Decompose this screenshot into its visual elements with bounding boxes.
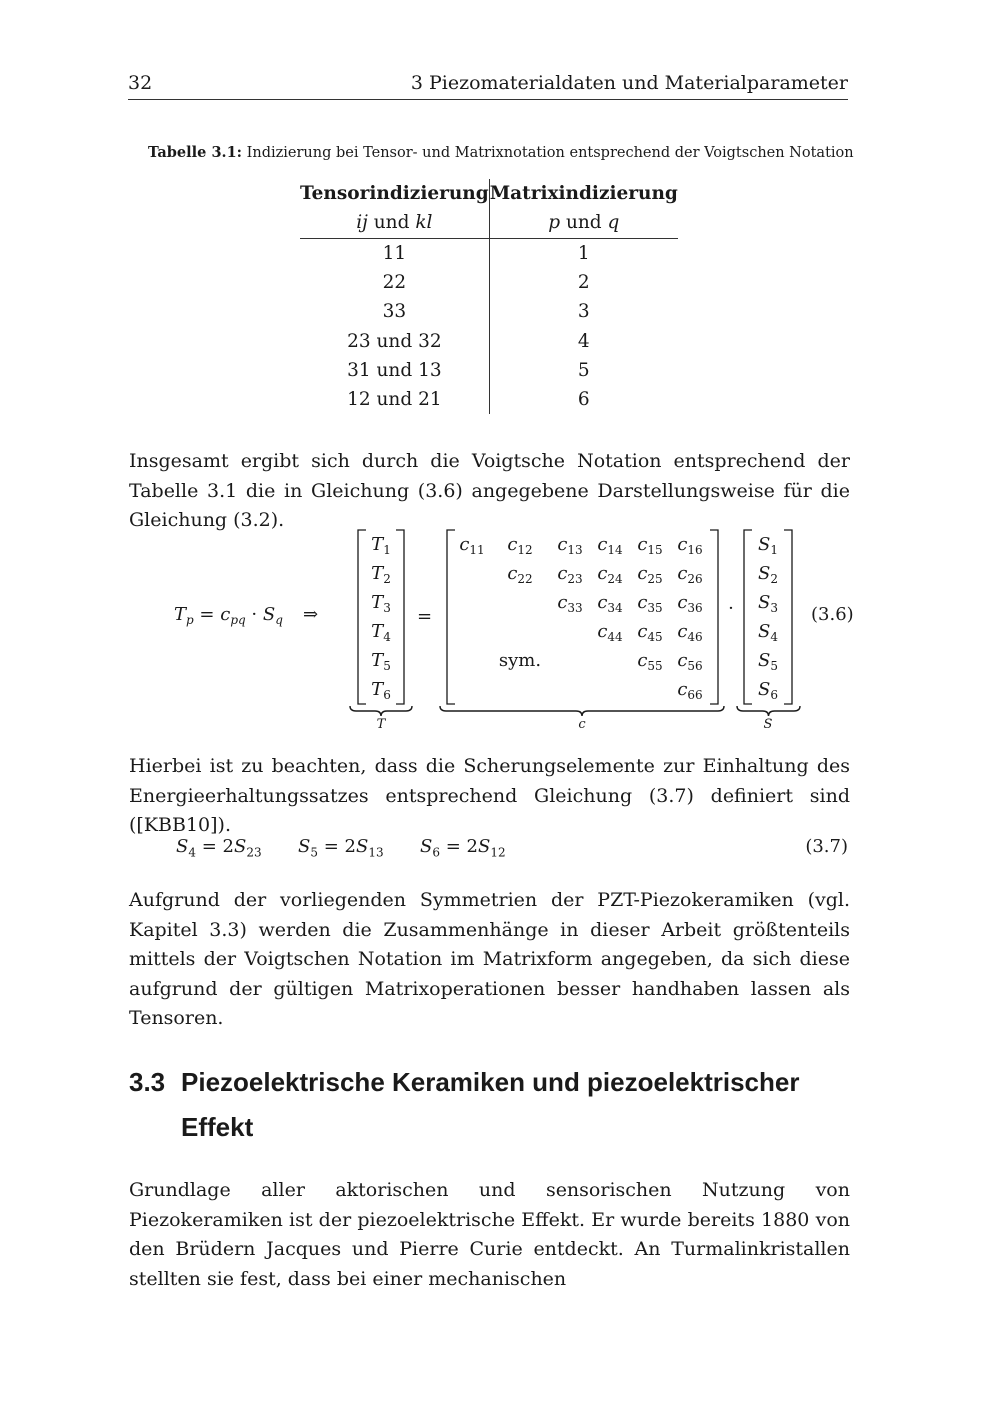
page-number: 32	[128, 72, 153, 94]
equals-sign: =	[417, 606, 433, 627]
paragraph-shear-elements: Hierbei ist zu beachten, dass die Scherungselemente zur Einhaltung des Energieerhaltungssatzes entsprechend Gleichung (3.7) definiert sind ([KBB10]).	[129, 755, 850, 836]
bracket-T-left	[358, 530, 366, 704]
S-entry: $S_3$	[758, 592, 778, 615]
implies-arrow: ⇒	[303, 604, 319, 625]
underbrace-label-T: T	[376, 717, 386, 732]
running-header-title: 3 Piezomaterialdaten und Materialparameter	[410, 72, 848, 94]
S-entry: $S_4$	[758, 621, 778, 644]
c-matrix-entry: $c_{36}$	[677, 592, 703, 615]
table-cell-matrix: 3	[577, 301, 590, 323]
S-entry: $S_2$	[758, 563, 778, 586]
table-cell-tensor: 33	[300, 297, 489, 326]
table-subheader-tensor: ij und kl	[300, 208, 489, 238]
underbrace-c	[440, 706, 724, 716]
equation-3-7-term-2: $S_5 = 2S_{13}$	[298, 836, 384, 860]
c-matrix-entry: $c_{55}$	[637, 650, 663, 673]
c-matrix-entry: $c_{56}$	[677, 650, 703, 673]
paragraph-symmetry: Aufgrund der vorliegenden Symmetrien der PZT-Piezokeramiken (vgl. Kapitel 3.3) werden die Zusammenhänge in dieser Arbeit größtenteils mittels der Voigtschen Notation im Matrixform angegeben, da sich diese aufgrund der gültigen Matrixoperationen besser handhaben lassen als Tensoren.	[129, 889, 850, 1029]
T-entry: $T_1$	[371, 534, 391, 557]
table-cell-matrix: 6	[577, 389, 590, 411]
bracket-c-left	[447, 530, 455, 704]
section-heading	[129, 1060, 799, 1150]
table-cell-tensor: 22	[300, 268, 489, 297]
c-matrix-entry: $c_{25}$	[637, 563, 663, 586]
c-matrix-entry: $c_{24}$	[597, 563, 623, 586]
equation-3-7-term-3: $S_6 = 2S_{12}$	[420, 836, 506, 860]
c-matrix-entry: $c_{16}$	[677, 534, 703, 557]
equation-number-3-6: (3.6)	[811, 604, 854, 625]
c-matrix-entry: $c_{23}$	[557, 563, 583, 586]
table-cell-tensor: 23 und 32	[300, 326, 489, 355]
c-matrix-entry: $c_{66}$	[677, 679, 703, 702]
c-matrix-entry: $c_{22}$	[507, 563, 533, 586]
c-matrix-entry: $c_{15}$	[637, 534, 663, 557]
table-caption-text: Indizierung bei Tensor- und Matrixnotation entsprechend der Voigtschen Notation	[246, 145, 854, 161]
table-cell-matrix: 1	[577, 242, 590, 264]
table-cell-tensor: 11	[300, 238, 489, 268]
table-cell-tensor: 12 und 21	[300, 385, 489, 414]
underbrace-T	[350, 706, 412, 716]
c-matrix-entry: $c_{46}$	[677, 621, 703, 644]
c-matrix-entry: $c_{26}$	[677, 563, 703, 586]
c-matrix-entry: $c_{34}$	[597, 592, 623, 615]
bracket-c-right	[710, 530, 718, 704]
T-entry: $T_3$	[371, 592, 391, 615]
underbrace-label-S: S	[763, 717, 773, 732]
table-header-tensor: Tensorindizierung	[300, 179, 489, 208]
S-entry: $S_1$	[758, 534, 778, 557]
c-matrix-entry: $c_{14}$	[597, 534, 623, 557]
table-cell-matrix: 4	[577, 330, 590, 352]
c-matrix-entry: $c_{13}$	[557, 534, 583, 557]
multiply-dot: ·	[728, 598, 734, 619]
T-entry: $T_4$	[371, 621, 391, 644]
sym-label: sym.	[498, 650, 542, 671]
equation-lhs: $T_p = c_{pq} \cdot S_q$	[174, 604, 283, 627]
paragraph-piezo-effect: Grundlage aller aktorischen und sensorischen Nutzung von Piezokeramiken ist der piezoelektrische Effekt. Er wurde bereits 1880 von den Brüdern Jacques und Pierre Curie entdeckt. An Turmalinkristallen stellten sie fest, dass bei einer mechanischen	[129, 1179, 850, 1290]
bracket-S-right	[784, 530, 792, 704]
table-cell-matrix: 2	[577, 272, 590, 294]
S-entry: $S_5$	[758, 650, 778, 673]
S-entry: $S_6$	[758, 679, 778, 702]
c-matrix-entry: $c_{44}$	[597, 621, 623, 644]
c-matrix-entry: $c_{35}$	[637, 592, 663, 615]
paragraph-intro-voigt: Insgesamt ergibt sich durch die Voigtsche Notation entsprechend der Tabelle 3.1 die in Gleichung (3.6) angegebene Darstellungsweise für die Gleichung (3.2).	[129, 450, 850, 531]
bracket-S-left	[744, 530, 752, 704]
underbrace-label-c: c	[578, 717, 586, 732]
section-number: 3.3	[129, 1067, 166, 1097]
table-header-matrix: Matrixindizierung	[489, 183, 678, 205]
c-matrix-entry: $c_{12}$	[507, 534, 533, 557]
T-entry: $T_6$	[371, 679, 391, 702]
section-title-line-2: Effekt	[181, 1112, 254, 1142]
equation-number-3-7: (3.7)	[805, 836, 848, 857]
section-title-line-1: Piezoelektrische Keramiken und piezoelektrischer	[181, 1067, 800, 1097]
c-matrix-entry: $c_{11}$	[459, 534, 485, 557]
c-matrix-entry: $c_{45}$	[637, 621, 663, 644]
bracket-T-right	[396, 530, 404, 704]
equation-3-7-term-1: $S_4 = 2S_{23}$	[176, 836, 262, 860]
c-matrix-entry: $c_{33}$	[557, 592, 583, 615]
T-entry: $T_2$	[371, 563, 391, 586]
T-entry: $T_5$	[371, 650, 391, 673]
underbrace-S	[737, 706, 800, 716]
table-cell-tensor: 31 und 13	[300, 356, 489, 385]
table-caption-label: Tabelle 3.1:	[148, 144, 243, 161]
table-cell-matrix: 5	[577, 359, 590, 381]
table-subheader-matrix: p und q	[489, 208, 678, 238]
